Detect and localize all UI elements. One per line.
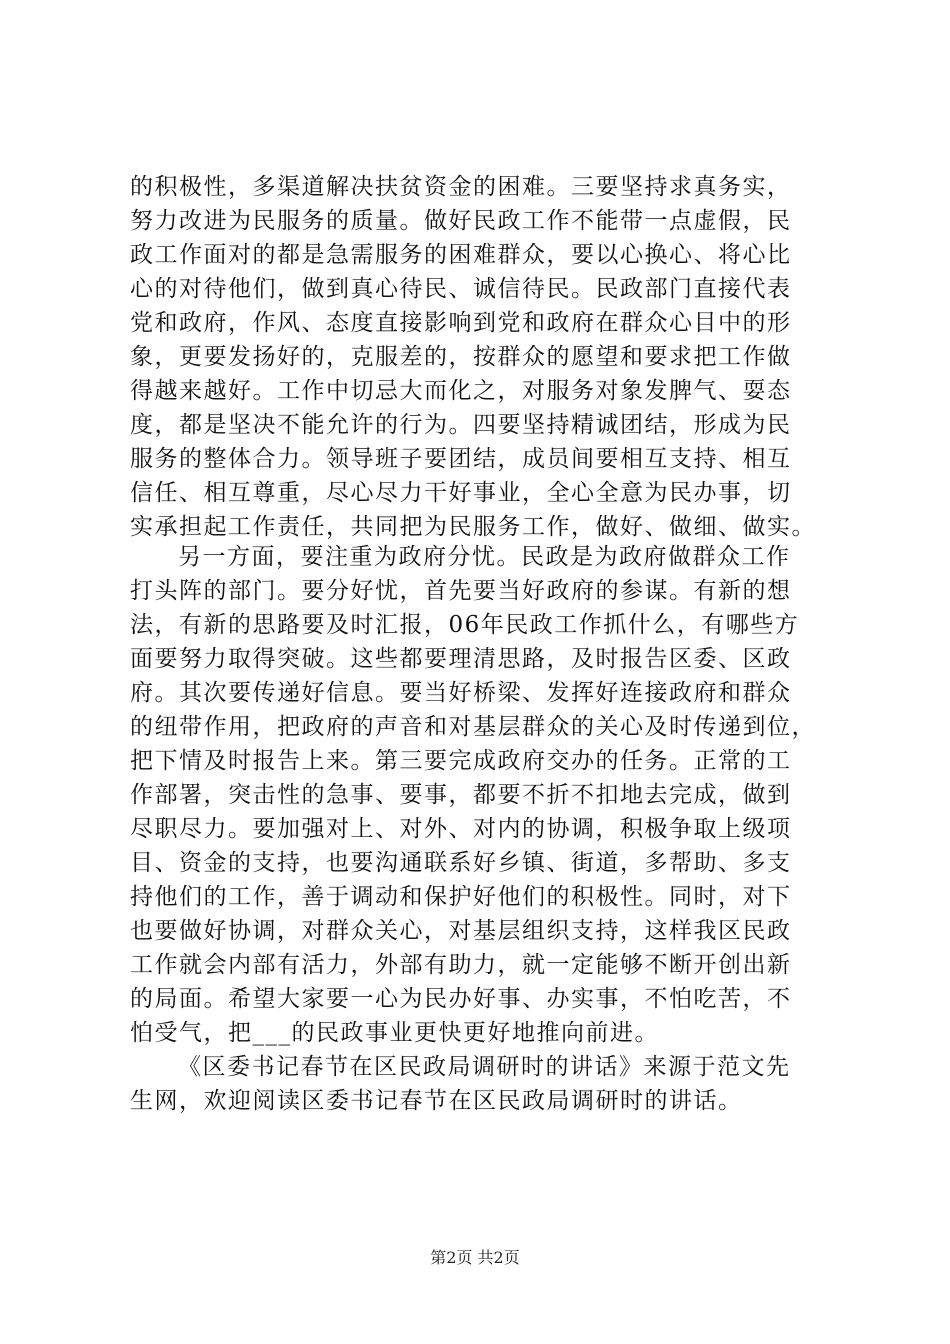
text-line: 得越来越好。工作中切忌大而化之，对服务对象发脾气、耍态 bbox=[130, 378, 792, 404]
text-line: 尽职尽力。要加强对上、对外、对内的协调，积极争取上级项 bbox=[130, 816, 792, 842]
text-line: 法，有新的思路要及时汇报，06年民政工作抓什么，有哪些方 bbox=[130, 612, 800, 638]
text-line: 努力改进为民服务的质量。做好民政工作不能带一点虚假，民 bbox=[130, 208, 792, 234]
text-line: 作部署，突击性的急事、要事，都要不折不扣地去完成，做到 bbox=[130, 782, 792, 808]
source-note-line: 《区委书记春节在区民政局调研时的讲话》来源于范文先 bbox=[178, 1054, 791, 1080]
text-line: 服务的整体合力。领导班子要团结，成员间要相互支持、相互 bbox=[130, 446, 792, 472]
text-line: 的积极性，多渠道解决扶贫资金的困难。三要坚持求真务实， bbox=[130, 174, 792, 200]
text-line: 打头阵的部门。要分好忧，首先要当好政府的参谋。有新的想 bbox=[130, 578, 792, 604]
text-line: 象，更要发扬好的，克服差的，按群众的愿望和要求把工作做 bbox=[130, 344, 792, 370]
text-line: 持他们的工作，善于调动和保护好他们的积极性。同时，对下 bbox=[130, 884, 792, 910]
text-line: 府。其次要传递好信息。要当好桥梁、发挥好连接政府和群众 bbox=[130, 680, 792, 706]
text-line: 怕受气，把___的民政事业更快更好地推向前进。 bbox=[130, 1020, 659, 1046]
text-line: 把下情及时报告上来。第三要完成政府交办的任务。正常的工 bbox=[130, 748, 792, 774]
paragraph-second bbox=[130, 540, 830, 1118]
text-line: 党和政府，作风、态度直接影响到党和政府在群众心目中的形 bbox=[130, 310, 792, 336]
text-line: 目、资金的支持，也要沟通联系好乡镇、街道，多帮助、多支 bbox=[130, 850, 792, 876]
text-line: 另一方面，要注重为政府分忧。民政是为政府做群众工作 bbox=[178, 544, 791, 570]
page-number-footer: 第2页 共2页 bbox=[430, 1248, 520, 1267]
source-note-line: 生网，欢迎阅读区委书记春节在区民政局调研时的讲话。 bbox=[130, 1088, 743, 1114]
text-line: 的局面。希望大家要一心为民办好事、办实事，不怕吃苦，不 bbox=[130, 986, 792, 1012]
text-line: 实承担起工作责任，共同把为民服务工作，做好、做细、做实。 bbox=[130, 514, 816, 540]
text-line: 度，都是坚决不能允许的行为。四要坚持精诚团结，形成为民 bbox=[130, 412, 792, 438]
text-line: 政工作面对的都是急需服务的困难群众，要以心换心、将心比 bbox=[130, 242, 792, 268]
text-line: 心的对待他们，做到真心待民、诚信待民。民政部门直接代表 bbox=[130, 276, 792, 302]
paragraph-continued bbox=[130, 170, 830, 544]
text-line: 的纽带作用，把政府的声音和对基层群众的关心及时传递到位， bbox=[130, 714, 816, 740]
text-line: 信任、相互尊重，尽心尽力干好事业，全心全意为民办事，切 bbox=[130, 480, 792, 506]
text-line: 面要努力取得突破。这些都要理清思路，及时报告区委、区政 bbox=[130, 646, 792, 672]
text-line: 也要做好协调，对群众关心，对基层组织支持，这样我区民政 bbox=[130, 918, 792, 944]
text-line: 工作就会内部有活力，外部有助力，就一定能够不断开创出新 bbox=[130, 952, 792, 978]
